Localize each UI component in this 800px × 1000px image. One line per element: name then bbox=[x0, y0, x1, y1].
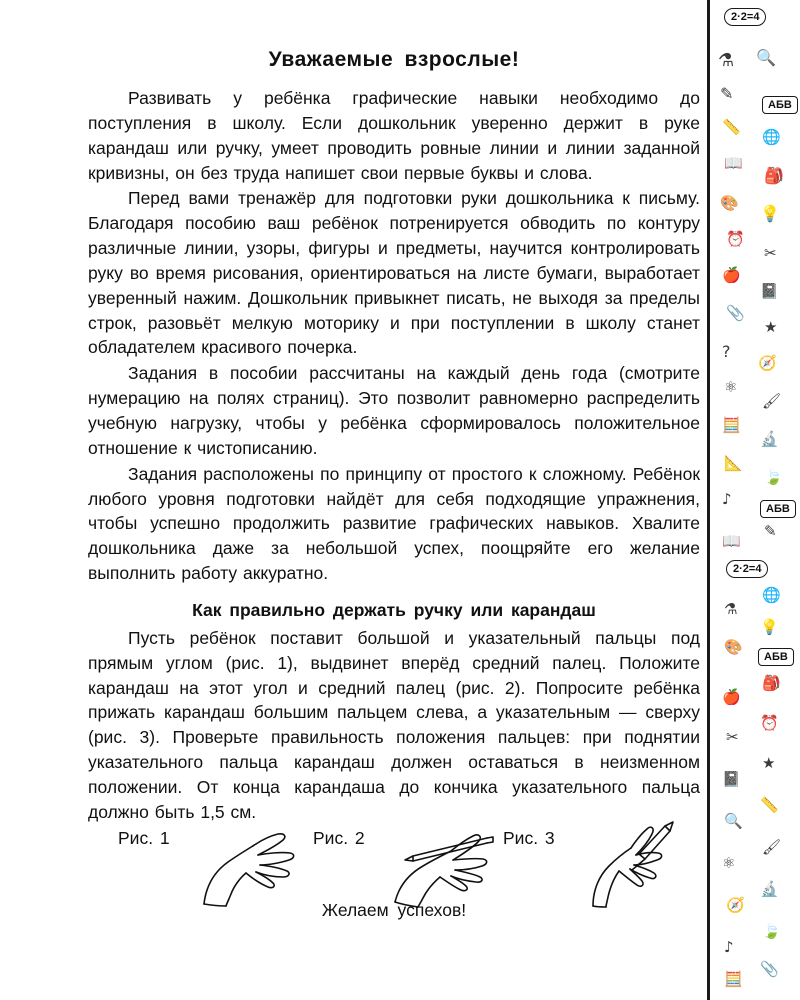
clock-icon: ⏰ bbox=[726, 230, 745, 248]
figure-1 bbox=[118, 820, 318, 910]
hand-with-pencil-resting-icon bbox=[379, 820, 509, 910]
brush-icon: 🖌 bbox=[762, 838, 782, 856]
instruction-paragraph: Пусть ребёнок поставит большой и указательный пальцы под прямым углом (рис. 1), выдвинет вперёд средний палец. Положите карандаш на этот угол и средний палец (рис. 2). Попросите ребёнка прижать карандаш большим пальцем слева, а указательным — сверху (рис. 3). Проверьте правильность положения пальцев: при поднятии указательного пальца карандаш должен оставаться в неизменном положении. От конца карандаша до кончика указательного пальца должно быть 1,5 см. bbox=[88, 627, 700, 822]
notebook-icon: 📓 bbox=[722, 770, 741, 788]
compass-icon: 🧭 bbox=[758, 354, 777, 372]
clock-icon: ⏰ bbox=[760, 714, 779, 732]
paragraph-1: Развивать у ребёнка графические навыки необходимо до поступления в школу. Если дошкольник уверенно держит в руке карандаш или ручку, умеет проводить ровные линии и линии заданной кривизны, он без труда напишет свои первые буквы и слова. bbox=[88, 88, 700, 183]
figure-2-label: Рис. 2 bbox=[313, 828, 365, 848]
globe-icon: 🌐 bbox=[762, 128, 781, 146]
question-icon: ? bbox=[722, 342, 731, 361]
leaf-icon: 🍃 bbox=[762, 922, 781, 940]
paragraph-3: Задания в пособии рассчитаны на каждый день года (смотрите нумерацию на полях страниц). Это позволит равномерно распределить учебную нагрузку, чтобы у ребёнка сформировалось положительное отношение к чистописанию. bbox=[88, 363, 700, 458]
microscope-icon: 🔬 bbox=[760, 430, 779, 448]
apple-icon: 🍎 bbox=[722, 266, 741, 284]
magnifier-icon: 🔍 bbox=[756, 48, 776, 67]
magnifier-icon: 🔍 bbox=[724, 812, 743, 830]
sidebar-doodle-field bbox=[710, 0, 800, 1000]
abc-badge-3: АБВ bbox=[758, 648, 794, 666]
pencil-icon: ✎ bbox=[764, 522, 777, 540]
atom-icon: ⚛ bbox=[724, 378, 738, 396]
music-note-icon: ♪ bbox=[722, 490, 732, 508]
lightbulb-icon: 💡 bbox=[760, 618, 779, 636]
figure-2 bbox=[313, 820, 513, 910]
backpack-icon: 🎒 bbox=[764, 166, 784, 185]
figure-1-label: Рис. 1 bbox=[118, 828, 170, 848]
ruler-icon: 📏 bbox=[722, 118, 741, 136]
lightbulb-icon: 💡 bbox=[760, 204, 780, 223]
figure-3-label: Рис. 3 bbox=[503, 828, 555, 848]
apple-icon: 🍎 bbox=[722, 688, 741, 706]
notebook-icon: 📓 bbox=[760, 282, 779, 300]
calculator-icon: 🧮 bbox=[724, 970, 743, 988]
microscope-icon: 🔬 bbox=[760, 880, 779, 898]
math-badge-bottom: 2·2=4 bbox=[726, 560, 768, 578]
music-note-icon: ♪ bbox=[724, 938, 734, 956]
page-title: Уважаемые взрослые! bbox=[268, 48, 520, 71]
compass-icon: 🧭 bbox=[726, 896, 745, 914]
ruler-icon: 📏 bbox=[760, 796, 779, 814]
globe-icon: 🌐 bbox=[762, 586, 781, 604]
star-icon: ★ bbox=[762, 754, 776, 772]
decorative-sidebar bbox=[707, 0, 800, 1000]
scissors-icon: ✂ bbox=[764, 244, 777, 262]
paperclip-icon: 📎 bbox=[726, 304, 745, 322]
pencil-icon: ✎ bbox=[720, 84, 734, 103]
flask-icon: ⚗ bbox=[718, 50, 735, 71]
paperclip-icon: 📎 bbox=[760, 960, 779, 978]
abc-badge-1: АБВ bbox=[762, 96, 798, 114]
math-badge-top: 2·2=4 bbox=[724, 8, 766, 26]
text-column bbox=[88, 48, 700, 826]
figure-3 bbox=[503, 820, 703, 910]
calculator-icon: 🧮 bbox=[722, 416, 741, 434]
book-icon: 📖 bbox=[722, 532, 741, 550]
hand-holding-pencil-icon bbox=[569, 820, 699, 910]
flask-icon: ⚗ bbox=[724, 600, 738, 618]
abc-badge-2: АБВ bbox=[760, 500, 796, 518]
triangle-ruler-icon: 📐 bbox=[724, 454, 743, 472]
leaf-icon: 🍃 bbox=[764, 468, 783, 486]
figure-row bbox=[88, 820, 700, 910]
paragraph-4: Задания расположены по принципу от простого к сложному. Ребёнок любого уровня подготовки найдёт для себя подходящие упражнения, чтобы успешно продолжить развитие графических навыков. Хвалите дошкольника даже за небольшой успех, поощряйте его желание выполнить работу аккуратно. bbox=[88, 463, 700, 584]
palette-icon: 🎨 bbox=[720, 194, 739, 212]
closing-line: Желаем успехов! bbox=[321, 900, 467, 920]
hand-open-icon bbox=[184, 820, 314, 910]
section-subheading: Как правильно держать ручку или карандаш bbox=[192, 599, 596, 620]
scissors-icon: ✂ bbox=[726, 728, 739, 746]
brush-icon: 🖌 bbox=[762, 392, 782, 410]
atom-icon: ⚛ bbox=[722, 854, 736, 872]
paragraph-2: Перед вами тренажёр для подготовки руки дошкольника к письму. Благодаря пособию ваш ребёнок потренируется обводить по контуру различные линии, узоры, фигуры и предметы, научится контролировать руку во время рисования, ориентироваться на листе бумаги, выработает уверенный нажим. Дошкольник привыкнет писать, не выходя за пределы строк, разовьёт мелкую моторику и при поступлении в школу станет обладателем красивого почерка. bbox=[88, 188, 700, 358]
palette-icon: 🎨 bbox=[724, 638, 743, 656]
backpack-icon: 🎒 bbox=[762, 674, 781, 692]
star-icon: ★ bbox=[764, 318, 778, 336]
book-icon: 📖 bbox=[724, 154, 743, 172]
